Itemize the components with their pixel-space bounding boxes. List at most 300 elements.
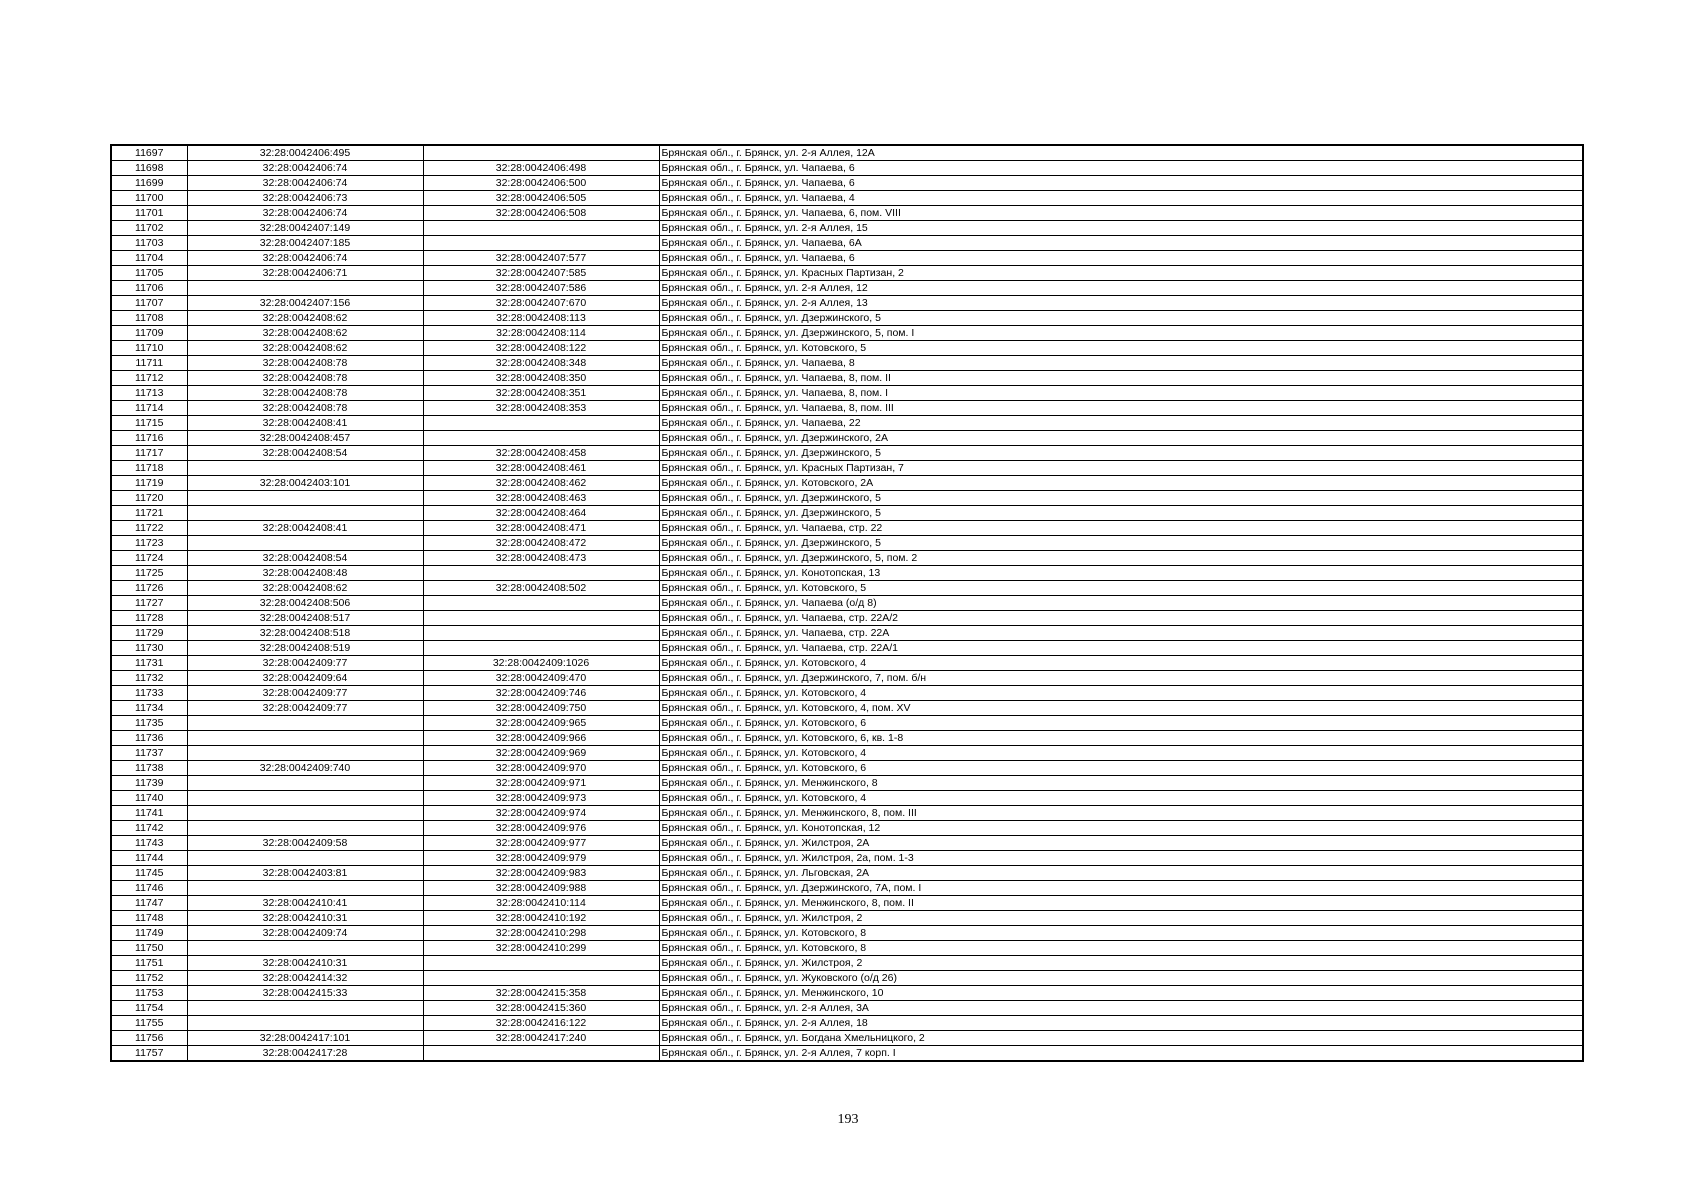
- row-number-cell: 11706: [111, 281, 187, 296]
- table-row: [111, 371, 1583, 386]
- row-number-cell: 11701: [111, 206, 187, 221]
- parcel-number-cell: [187, 506, 423, 521]
- table-row: [111, 281, 1583, 296]
- parcel-number-cell: 32:28:0042409:77: [187, 686, 423, 701]
- row-number-cell: 11745: [111, 866, 187, 881]
- address-cell: Брянская обл., г. Брянск, ул. Котовского, 4: [659, 791, 1583, 806]
- parcel-number-cell: 32:28:0042408:54: [187, 551, 423, 566]
- row-number-cell: 11709: [111, 326, 187, 341]
- table-row: [111, 1001, 1583, 1016]
- row-number-cell: 11729: [111, 626, 187, 641]
- parcel-number-cell: 32:28:0042406:71: [187, 266, 423, 281]
- table-row: [111, 506, 1583, 521]
- row-number-cell: 11737: [111, 746, 187, 761]
- table-row: [111, 746, 1583, 761]
- object-number-cell: 32:28:0042409:966: [423, 731, 659, 746]
- parcel-number-cell: [187, 1001, 423, 1016]
- object-number-cell: 32:28:0042408:350: [423, 371, 659, 386]
- parcel-number-cell: [187, 491, 423, 506]
- object-number-cell: 32:28:0042410:299: [423, 941, 659, 956]
- parcel-number-cell: 32:28:0042408:506: [187, 596, 423, 611]
- parcel-number-cell: 32:28:0042409:77: [187, 656, 423, 671]
- object-number-cell: 32:28:0042407:577: [423, 251, 659, 266]
- object-number-cell: [423, 956, 659, 971]
- object-number-cell: 32:28:0042408:353: [423, 401, 659, 416]
- table-row: [111, 1031, 1583, 1046]
- row-number-cell: 11721: [111, 506, 187, 521]
- address-cell: Брянская обл., г. Брянск, ул. Дзержинского, 2А: [659, 431, 1583, 446]
- table-row: [111, 626, 1583, 641]
- table-row: [111, 416, 1583, 431]
- parcel-number-cell: [187, 536, 423, 551]
- object-number-cell: 32:28:0042409:1026: [423, 656, 659, 671]
- address-cell: Брянская обл., г. Брянск, ул. Котовского, 8: [659, 926, 1583, 941]
- address-cell: Брянская обл., г. Брянск, ул. 2-я Аллея, 13: [659, 296, 1583, 311]
- row-number-cell: 11742: [111, 821, 187, 836]
- row-number-cell: 11757: [111, 1046, 187, 1062]
- object-number-cell: 32:28:0042408:113: [423, 311, 659, 326]
- row-number-cell: 11720: [111, 491, 187, 506]
- object-number-cell: 32:28:0042415:358: [423, 986, 659, 1001]
- row-number-cell: 11740: [111, 791, 187, 806]
- table-row: [111, 236, 1583, 251]
- parcel-number-cell: 32:28:0042408:517: [187, 611, 423, 626]
- address-cell: Брянская обл., г. Брянск, ул. Котовского, 4: [659, 656, 1583, 671]
- object-number-cell: [423, 611, 659, 626]
- table-row: [111, 326, 1583, 341]
- table-row: [111, 821, 1583, 836]
- table-row: [111, 431, 1583, 446]
- row-number-cell: 11756: [111, 1031, 187, 1046]
- row-number-cell: 11714: [111, 401, 187, 416]
- table-row: [111, 446, 1583, 461]
- row-number-cell: 11738: [111, 761, 187, 776]
- object-number-cell: 32:28:0042408:458: [423, 446, 659, 461]
- object-number-cell: [423, 221, 659, 236]
- object-number-cell: [423, 145, 659, 161]
- address-cell: Брянская обл., г. Брянск, ул. Дзержинского, 5: [659, 446, 1583, 461]
- row-number-cell: 11723: [111, 536, 187, 551]
- row-number-cell: 11719: [111, 476, 187, 491]
- object-number-cell: 32:28:0042410:192: [423, 911, 659, 926]
- parcel-number-cell: 32:28:0042408:62: [187, 341, 423, 356]
- table-row: [111, 896, 1583, 911]
- row-number-cell: 11705: [111, 266, 187, 281]
- table-row: [111, 1046, 1583, 1062]
- object-number-cell: [423, 416, 659, 431]
- parcel-number-cell: 32:28:0042406:495: [187, 145, 423, 161]
- object-number-cell: 32:28:0042408:114: [423, 326, 659, 341]
- object-number-cell: 32:28:0042417:240: [423, 1031, 659, 1046]
- parcel-number-cell: [187, 941, 423, 956]
- row-number-cell: 11712: [111, 371, 187, 386]
- row-number-cell: 11715: [111, 416, 187, 431]
- parcel-number-cell: [187, 881, 423, 896]
- table-row: [111, 971, 1583, 986]
- object-number-cell: 32:28:0042409:746: [423, 686, 659, 701]
- parcel-number-cell: 32:28:0042408:519: [187, 641, 423, 656]
- row-number-cell: 11711: [111, 356, 187, 371]
- parcel-number-cell: 32:28:0042408:48: [187, 566, 423, 581]
- table-row: [111, 145, 1583, 161]
- row-number-cell: 11703: [111, 236, 187, 251]
- row-number-cell: 11732: [111, 671, 187, 686]
- address-cell: Брянская обл., г. Брянск, ул. Котовского, 5: [659, 581, 1583, 596]
- address-cell: Брянская обл., г. Брянск, ул. Дзержинского, 5: [659, 536, 1583, 551]
- row-number-cell: 11743: [111, 836, 187, 851]
- table-row: [111, 806, 1583, 821]
- row-number-cell: 11727: [111, 596, 187, 611]
- table-row: [111, 941, 1583, 956]
- table-row: [111, 716, 1583, 731]
- object-number-cell: 32:28:0042409:974: [423, 806, 659, 821]
- row-number-cell: 11731: [111, 656, 187, 671]
- row-number-cell: 11704: [111, 251, 187, 266]
- parcel-number-cell: 32:28:0042406:74: [187, 176, 423, 191]
- table-row: [111, 866, 1583, 881]
- address-cell: Брянская обл., г. Брянск, ул. Котовского, 8: [659, 941, 1583, 956]
- table-row: [111, 206, 1583, 221]
- parcel-number-cell: [187, 716, 423, 731]
- object-number-cell: 32:28:0042408:471: [423, 521, 659, 536]
- table-row: [111, 1016, 1583, 1031]
- object-number-cell: 32:28:0042410:114: [423, 896, 659, 911]
- table-row: [111, 341, 1583, 356]
- object-number-cell: 32:28:0042408:122: [423, 341, 659, 356]
- table-row: [111, 176, 1583, 191]
- row-number-cell: 11702: [111, 221, 187, 236]
- parcel-number-cell: 32:28:0042408:78: [187, 386, 423, 401]
- table-row: [111, 791, 1583, 806]
- address-cell: Брянская обл., г. Брянск, ул. Чапаева, стр. 22: [659, 521, 1583, 536]
- address-cell: Брянская обл., г. Брянск, ул. Конотопская, 13: [659, 566, 1583, 581]
- row-number-cell: 11728: [111, 611, 187, 626]
- address-cell: Брянская обл., г. Брянск, ул. Котовского, 2А: [659, 476, 1583, 491]
- parcel-number-cell: [187, 731, 423, 746]
- object-number-cell: 32:28:0042409:983: [423, 866, 659, 881]
- row-number-cell: 11746: [111, 881, 187, 896]
- object-number-cell: 32:28:0042408:472: [423, 536, 659, 551]
- table-row: [111, 956, 1583, 971]
- row-number-cell: 11716: [111, 431, 187, 446]
- row-number-cell: 11717: [111, 446, 187, 461]
- table-row: [111, 761, 1583, 776]
- table-row: [111, 731, 1583, 746]
- address-cell: Брянская обл., г. Брянск, ул. Чапаева, стр. 22А: [659, 626, 1583, 641]
- address-cell: Брянская обл., г. Брянск, ул. Чапаева, 6, пом. VIII: [659, 206, 1583, 221]
- parcel-number-cell: 32:28:0042408:62: [187, 581, 423, 596]
- table-row: [111, 701, 1583, 716]
- object-number-cell: 32:28:0042406:498: [423, 161, 659, 176]
- address-cell: Брянская обл., г. Брянск, ул. Дзержинского, 5, пом. 2: [659, 551, 1583, 566]
- address-cell: Брянская обл., г. Брянск, ул. 2-я Аллея, 7 корп. I: [659, 1046, 1583, 1062]
- address-cell: Брянская обл., г. Брянск, ул. Чапаева, 8: [659, 356, 1583, 371]
- row-number-cell: 11749: [111, 926, 187, 941]
- parcel-number-cell: 32:28:0042406:74: [187, 251, 423, 266]
- object-number-cell: 32:28:0042416:122: [423, 1016, 659, 1031]
- object-number-cell: 32:28:0042406:500: [423, 176, 659, 191]
- address-cell: Брянская обл., г. Брянск, ул. Жилстроя, 2А: [659, 836, 1583, 851]
- row-number-cell: 11724: [111, 551, 187, 566]
- object-number-cell: 32:28:0042408:461: [423, 461, 659, 476]
- address-cell: Брянская обл., г. Брянск, ул. Котовского, 6: [659, 716, 1583, 731]
- address-cell: Брянская обл., г. Брянск, ул. Жуковского (о/д 26): [659, 971, 1583, 986]
- address-cell: Брянская обл., г. Брянск, ул. Чапаева, 6: [659, 176, 1583, 191]
- object-number-cell: [423, 431, 659, 446]
- address-cell: Брянская обл., г. Брянск, ул. Жилстроя, 2: [659, 956, 1583, 971]
- object-number-cell: 32:28:0042409:750: [423, 701, 659, 716]
- row-number-cell: 11753: [111, 986, 187, 1001]
- parcel-number-cell: [187, 461, 423, 476]
- row-number-cell: 11747: [111, 896, 187, 911]
- object-number-cell: [423, 596, 659, 611]
- address-cell: Брянская обл., г. Брянск, ул. Богдана Хмельницкого, 2: [659, 1031, 1583, 1046]
- object-number-cell: 32:28:0042406:508: [423, 206, 659, 221]
- table-row: [111, 671, 1583, 686]
- records-table: [110, 144, 1584, 1062]
- address-cell: Брянская обл., г. Брянск, ул. Чапаева, 8, пом. I: [659, 386, 1583, 401]
- table-row: [111, 656, 1583, 671]
- address-cell: Брянская обл., г. Брянск, ул. Жилстроя, 2: [659, 911, 1583, 926]
- address-cell: Брянская обл., г. Брянск, ул. Дзержинского, 7А, пом. I: [659, 881, 1583, 896]
- parcel-number-cell: 32:28:0042409:64: [187, 671, 423, 686]
- row-number-cell: 11700: [111, 191, 187, 206]
- address-cell: Брянская обл., г. Брянск, ул. 2-я Аллея, 18: [659, 1016, 1583, 1031]
- object-number-cell: 32:28:0042415:360: [423, 1001, 659, 1016]
- object-number-cell: 32:28:0042408:473: [423, 551, 659, 566]
- row-number-cell: 11752: [111, 971, 187, 986]
- object-number-cell: 32:28:0042408:464: [423, 506, 659, 521]
- row-number-cell: 11741: [111, 806, 187, 821]
- table-row: [111, 401, 1583, 416]
- object-number-cell: 32:28:0042407:586: [423, 281, 659, 296]
- row-number-cell: 11707: [111, 296, 187, 311]
- row-number-cell: 11698: [111, 161, 187, 176]
- table-row: [111, 386, 1583, 401]
- object-number-cell: 32:28:0042407:670: [423, 296, 659, 311]
- table-row: [111, 926, 1583, 941]
- row-number-cell: 11748: [111, 911, 187, 926]
- object-number-cell: [423, 1046, 659, 1062]
- row-number-cell: 11744: [111, 851, 187, 866]
- address-cell: Брянская обл., г. Брянск, ул. 2-я Аллея, 12: [659, 281, 1583, 296]
- address-cell: Брянская обл., г. Брянск, ул. Дзержинского, 5: [659, 311, 1583, 326]
- object-number-cell: 32:28:0042409:970: [423, 761, 659, 776]
- row-number-cell: 11718: [111, 461, 187, 476]
- parcel-number-cell: 32:28:0042409:740: [187, 761, 423, 776]
- parcel-number-cell: 32:28:0042408:41: [187, 521, 423, 536]
- address-cell: Брянская обл., г. Брянск, ул. Красных Партизан, 2: [659, 266, 1583, 281]
- row-number-cell: 11730: [111, 641, 187, 656]
- address-cell: Брянская обл., г. Брянск, ул. Чапаева, 4: [659, 191, 1583, 206]
- address-cell: Брянская обл., г. Брянск, ул. Менжинского, 8, пом. III: [659, 806, 1583, 821]
- address-cell: Брянская обл., г. Брянск, ул. Красных Партизан, 7: [659, 461, 1583, 476]
- table-row: [111, 461, 1583, 476]
- table-row: [111, 311, 1583, 326]
- table-row: [111, 776, 1583, 791]
- address-cell: Брянская обл., г. Брянск, ул. Котовского, 6, кв. 1-8: [659, 731, 1583, 746]
- object-number-cell: 32:28:0042409:977: [423, 836, 659, 851]
- records-body: [111, 145, 1583, 1061]
- table-row: [111, 521, 1583, 536]
- address-cell: Брянская обл., г. Брянск, ул. Чапаева, 8, пом. II: [659, 371, 1583, 386]
- object-number-cell: [423, 566, 659, 581]
- row-number-cell: 11736: [111, 731, 187, 746]
- row-number-cell: 11708: [111, 311, 187, 326]
- table-row: [111, 611, 1583, 626]
- parcel-number-cell: 32:28:0042409:58: [187, 836, 423, 851]
- parcel-number-cell: 32:28:0042408:457: [187, 431, 423, 446]
- parcel-number-cell: 32:28:0042408:78: [187, 356, 423, 371]
- row-number-cell: 11713: [111, 386, 187, 401]
- row-number-cell: 11726: [111, 581, 187, 596]
- address-cell: Брянская обл., г. Брянск, ул. Котовского, 4: [659, 686, 1583, 701]
- object-number-cell: [423, 236, 659, 251]
- address-cell: Брянская обл., г. Брянск, ул. 2-я Аллея, 12А: [659, 145, 1583, 161]
- parcel-number-cell: [187, 821, 423, 836]
- parcel-number-cell: [187, 776, 423, 791]
- table-row: [111, 686, 1583, 701]
- row-number-cell: 11697: [111, 145, 187, 161]
- parcel-number-cell: 32:28:0042403:101: [187, 476, 423, 491]
- address-cell: Брянская обл., г. Брянск, ул. Чапаева, 6: [659, 251, 1583, 266]
- object-number-cell: 32:28:0042409:969: [423, 746, 659, 761]
- parcel-number-cell: 32:28:0042406:74: [187, 206, 423, 221]
- parcel-number-cell: 32:28:0042410:41: [187, 896, 423, 911]
- object-number-cell: 32:28:0042409:470: [423, 671, 659, 686]
- row-number-cell: 11722: [111, 521, 187, 536]
- row-number-cell: 11725: [111, 566, 187, 581]
- table-row: [111, 491, 1583, 506]
- address-cell: Брянская обл., г. Брянск, ул. Льговская, 2А: [659, 866, 1583, 881]
- parcel-number-cell: 32:28:0042408:62: [187, 311, 423, 326]
- table-row: [111, 191, 1583, 206]
- object-number-cell: 32:28:0042406:505: [423, 191, 659, 206]
- object-number-cell: 32:28:0042409:988: [423, 881, 659, 896]
- address-cell: Брянская обл., г. Брянск, ул. Дзержинского, 7, пом. б/н: [659, 671, 1583, 686]
- table-row: [111, 536, 1583, 551]
- address-cell: Брянская обл., г. Брянск, ул. Дзержинского, 5, пом. I: [659, 326, 1583, 341]
- object-number-cell: 32:28:0042410:298: [423, 926, 659, 941]
- table-row: [111, 851, 1583, 866]
- address-cell: Брянская обл., г. Брянск, ул. Чапаева, 6А: [659, 236, 1583, 251]
- address-cell: Брянская обл., г. Брянск, ул. Жилстроя, 2а, пом. 1-3: [659, 851, 1583, 866]
- object-number-cell: 32:28:0042408:502: [423, 581, 659, 596]
- table-row: [111, 986, 1583, 1001]
- parcel-number-cell: 32:28:0042414:32: [187, 971, 423, 986]
- row-number-cell: 11734: [111, 701, 187, 716]
- object-number-cell: 32:28:0042409:973: [423, 791, 659, 806]
- row-number-cell: 11750: [111, 941, 187, 956]
- row-number-cell: 11754: [111, 1001, 187, 1016]
- parcel-number-cell: [187, 1016, 423, 1031]
- parcel-number-cell: 32:28:0042406:74: [187, 161, 423, 176]
- parcel-number-cell: [187, 746, 423, 761]
- row-number-cell: 11710: [111, 341, 187, 356]
- table-row: [111, 476, 1583, 491]
- object-number-cell: 32:28:0042408:348: [423, 356, 659, 371]
- row-number-cell: 11755: [111, 1016, 187, 1031]
- object-number-cell: [423, 971, 659, 986]
- parcel-number-cell: 32:28:0042408:78: [187, 401, 423, 416]
- parcel-number-cell: 32:28:0042410:31: [187, 956, 423, 971]
- table-row: [111, 566, 1583, 581]
- address-cell: Брянская обл., г. Брянск, ул. Чапаева, 6: [659, 161, 1583, 176]
- table-row: [111, 296, 1583, 311]
- address-cell: Брянская обл., г. Брянск, ул. Котовского, 5: [659, 341, 1583, 356]
- parcel-number-cell: 32:28:0042407:185: [187, 236, 423, 251]
- parcel-number-cell: 32:28:0042408:78: [187, 371, 423, 386]
- row-number-cell: 11735: [111, 716, 187, 731]
- object-number-cell: 32:28:0042408:351: [423, 386, 659, 401]
- row-number-cell: 11751: [111, 956, 187, 971]
- parcel-number-cell: 32:28:0042407:149: [187, 221, 423, 236]
- table-row: [111, 911, 1583, 926]
- object-number-cell: 32:28:0042408:463: [423, 491, 659, 506]
- table-row: [111, 596, 1583, 611]
- row-number-cell: 11699: [111, 176, 187, 191]
- parcel-number-cell: 32:28:0042406:73: [187, 191, 423, 206]
- object-number-cell: 32:28:0042408:462: [423, 476, 659, 491]
- table-row: [111, 836, 1583, 851]
- address-cell: Брянская обл., г. Брянск, ул. Менжинского, 8, пом. II: [659, 896, 1583, 911]
- page-number: 193: [837, 1112, 859, 1127]
- parcel-number-cell: [187, 851, 423, 866]
- parcel-number-cell: 32:28:0042408:518: [187, 626, 423, 641]
- object-number-cell: [423, 641, 659, 656]
- table-row: [111, 641, 1583, 656]
- table-row: [111, 266, 1583, 281]
- parcel-number-cell: [187, 791, 423, 806]
- parcel-number-cell: 32:28:0042407:156: [187, 296, 423, 311]
- address-cell: Брянская обл., г. Брянск, ул. Дзержинского, 5: [659, 491, 1583, 506]
- address-cell: Брянская обл., г. Брянск, ул. Конотопская, 12: [659, 821, 1583, 836]
- object-number-cell: 32:28:0042409:976: [423, 821, 659, 836]
- address-cell: Брянская обл., г. Брянск, ул. Менжинского, 8: [659, 776, 1583, 791]
- object-number-cell: 32:28:0042407:585: [423, 266, 659, 281]
- parcel-number-cell: 32:28:0042409:77: [187, 701, 423, 716]
- address-cell: Брянская обл., г. Брянск, ул. Менжинского, 10: [659, 986, 1583, 1001]
- parcel-number-cell: 32:28:0042408:62: [187, 326, 423, 341]
- object-number-cell: 32:28:0042409:971: [423, 776, 659, 791]
- object-number-cell: 32:28:0042409:965: [423, 716, 659, 731]
- parcel-number-cell: 32:28:0042410:31: [187, 911, 423, 926]
- object-number-cell: [423, 626, 659, 641]
- table-row: [111, 581, 1583, 596]
- table-row: [111, 356, 1583, 371]
- table-row: [111, 251, 1583, 266]
- address-cell: Брянская обл., г. Брянск, ул. 2-я Аллея, 15: [659, 221, 1583, 236]
- object-number-cell: 32:28:0042409:979: [423, 851, 659, 866]
- address-cell: Брянская обл., г. Брянск, ул. Котовского, 4: [659, 746, 1583, 761]
- address-cell: Брянская обл., г. Брянск, ул. Котовского, 6: [659, 761, 1583, 776]
- table-row: [111, 881, 1583, 896]
- table-row: [111, 221, 1583, 236]
- parcel-number-cell: 32:28:0042415:33: [187, 986, 423, 1001]
- parcel-number-cell: 32:28:0042408:54: [187, 446, 423, 461]
- address-cell: Брянская обл., г. Брянск, ул. 2-я Аллея, 3А: [659, 1001, 1583, 1016]
- table-row: [111, 551, 1583, 566]
- address-cell: Брянская обл., г. Брянск, ул. Чапаева, 22: [659, 416, 1583, 431]
- address-cell: Брянская обл., г. Брянск, ул. Чапаева, стр. 22А/1: [659, 641, 1583, 656]
- address-cell: Брянская обл., г. Брянск, ул. Чапаева, 8, пом. III: [659, 401, 1583, 416]
- parcel-number-cell: 32:28:0042403:81: [187, 866, 423, 881]
- parcel-number-cell: [187, 281, 423, 296]
- address-cell: Брянская обл., г. Брянск, ул. Чапаева, стр. 22А/2: [659, 611, 1583, 626]
- row-number-cell: 11739: [111, 776, 187, 791]
- address-cell: Брянская обл., г. Брянск, ул. Котовского, 4, пом. XV: [659, 701, 1583, 716]
- parcel-number-cell: 32:28:0042417:28: [187, 1046, 423, 1062]
